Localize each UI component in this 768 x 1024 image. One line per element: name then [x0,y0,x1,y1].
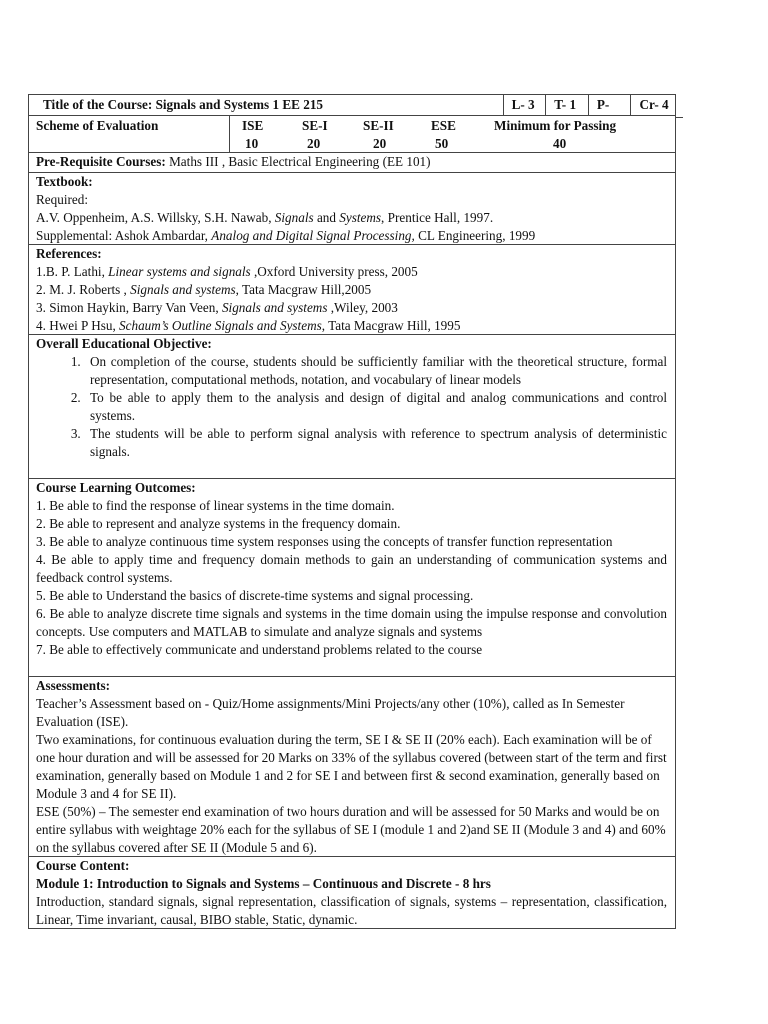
objective-list [36,353,667,461]
outcome-item: 1. Be able to find the response of linear systems in the time domain. [36,498,395,513]
reference-publisher: , Tata Macgraw Hill,2005 [235,282,372,297]
assessment-paragraph: ESE (50%) – The semester end examination of two hours duration and will be assessed for 50 Marks and would be on entire syllabus with weightage 20% each for the syllabus of SE I (module 1 and 2)and SE II (Module 3 and 4) and 60% on the syllabus covered after SE II (Module 5 and 6). [36,804,666,855]
reference-publisher: ,Oxford University press, 2005 [253,264,418,279]
objective-item: 3. The students will be able to perform signal analysis with reference to spectrum analysis of deterministic signals. [84,425,667,461]
supplemental-authors: Supplemental: Ashok Ambardar, [36,228,212,243]
reference-item [36,317,667,335]
reference-title: Signals and systems [221,300,331,315]
prerequisite-label: Pre-Requisite Courses: [36,154,166,169]
required-and: and [313,210,340,225]
se2-value: 20 [373,136,387,151]
course-syllabus [28,94,676,929]
textbook-required [36,209,667,227]
textbook-heading: Textbook: [36,174,93,189]
objective-item: 1. On completion of the course, students should be sufficiently familiar with the theoretical structure, formal representation, computational methods, notation, and vocabulary of linear models [84,353,667,389]
objective-row [28,335,676,479]
min-passing-label: Minimum for Passing [494,118,617,133]
reference-item [36,299,667,317]
textbook-supplemental [36,227,667,245]
scheme-values [229,116,675,152]
reference-title: Signals and systems [130,282,236,297]
se1-label: SE-I [302,118,328,133]
course-content-heading: Course Content: [36,858,130,873]
ise-label: ISE [242,118,264,133]
lecture-hours: L- 3 [503,95,546,115]
se2-label: SE-II [363,118,394,133]
course-title: Title of the Course: Signals and Systems 1 EE 215 [43,97,324,112]
outcome-item: 6. Be able to analyze discrete time signals and systems in the time domain using the impulse response and convolution concepts. Use computers and MATLAB to simulate and analyze signals and systems [36,606,667,639]
outcomes-row [28,479,676,677]
reference-title: Linear systems and signals [108,264,254,279]
supplemental-publisher: CL Engineering, 1999 [414,228,536,243]
min-passing-value: 40 [553,136,567,151]
module-text: Introduction, standard signals, signal representation, classification of signals, systems – representation, classification, Linear, Time invariant, causal, BIBO stable, Static, dynamic. [36,894,667,927]
required-title-part1: Signals [274,210,314,225]
reference-author: 3. Simon Haykin, Barry Van Veen, [36,300,222,315]
outcome-item: 5. Be able to Understand the basics of discrete-time systems and signal processing. [36,588,474,603]
objective-heading: Overall Educational Objective: [36,336,212,351]
outcomes-heading: Course Learning Outcomes: [36,480,196,495]
references-row [28,245,676,335]
course-header-row [28,94,676,116]
textbook-row [28,173,676,245]
scheme-of-evaluation-row [28,116,676,153]
reference-author: 1.B. P. Lathi, [36,264,109,279]
reference-item [36,281,667,299]
reference-author: 4. Hwei P Hsu, [36,318,120,333]
required-title-part2: Systems [339,210,382,225]
credits: Cr- 4 [630,95,675,115]
outcome-item: 2. Be able to represent and analyze systems in the frequency domain. [36,516,401,531]
assessments-row [28,677,676,857]
required-authors: A.V. Oppenheim, A.S. Willsky, S.H. Nawab, [36,210,275,225]
se1-value: 20 [307,136,321,151]
module-title: Module 1: Introduction to Signals and Systems – Continuous and Discrete - 8 hrs [36,876,491,891]
reference-author: 2. M. J. Roberts , [36,282,131,297]
required-publisher: , Prentice Hall, 1997. [381,210,494,225]
assessments-heading: Assessments: [36,678,110,693]
textbook-required-label: Required: [36,192,89,207]
ese-label: ESE [431,118,456,133]
course-content-row [28,857,676,929]
header-divider-extension [675,117,683,118]
outcome-item: 3. Be able to analyze continuous time system responses using the concepts of transfer function representation [36,534,613,549]
outcome-item: 7. Be able to effectively communicate and understand problems related to the course [36,642,483,657]
practical-hours: P- [588,95,631,115]
reference-publisher: , Tata Macgraw Hill, 1995 [321,318,461,333]
reference-title: Schaum’s Outline Signals and Systems [119,318,322,333]
supplemental-title: Analog and Digital Signal Processing, [211,228,415,243]
outcome-item: 4. Be able to apply time and frequency domain methods to gain an understanding of communication systems and feedback control systems. [36,552,667,585]
tutorial-hours: T- 1 [545,95,588,115]
references-heading: References: [36,246,102,261]
prerequisite-row [28,153,676,173]
prerequisite-text: Maths III , Basic Electrical Engineering (EE 101) [165,154,431,169]
scheme-label: Scheme of Evaluation [36,118,159,133]
ese-value: 50 [435,136,449,151]
ise-value: 10 [245,136,259,151]
reference-publisher: ,Wiley, 2003 [330,300,398,315]
assessment-paragraph: Two examinations, for continuous evaluation during the term, SE I & SE II (20% each). Each examination will be of one hour duration and will be assessed for 20 Marks on 33% of the syllabus covered (between start of the term and first examination, generally based on Module 1 and 2 for SE I and between first & second examination, generally based on Module 3 and 4 for SE II). [36,732,667,801]
reference-item [36,263,667,281]
objective-item: 2. To be able to apply them to the analysis and design of digital and analog communications and control systems. [84,389,667,425]
assessment-paragraph: Teacher’s Assessment based on - Quiz/Home assignments/Mini Projects/any other (10%), called as In Semester Evaluation (ISE). [36,696,625,729]
